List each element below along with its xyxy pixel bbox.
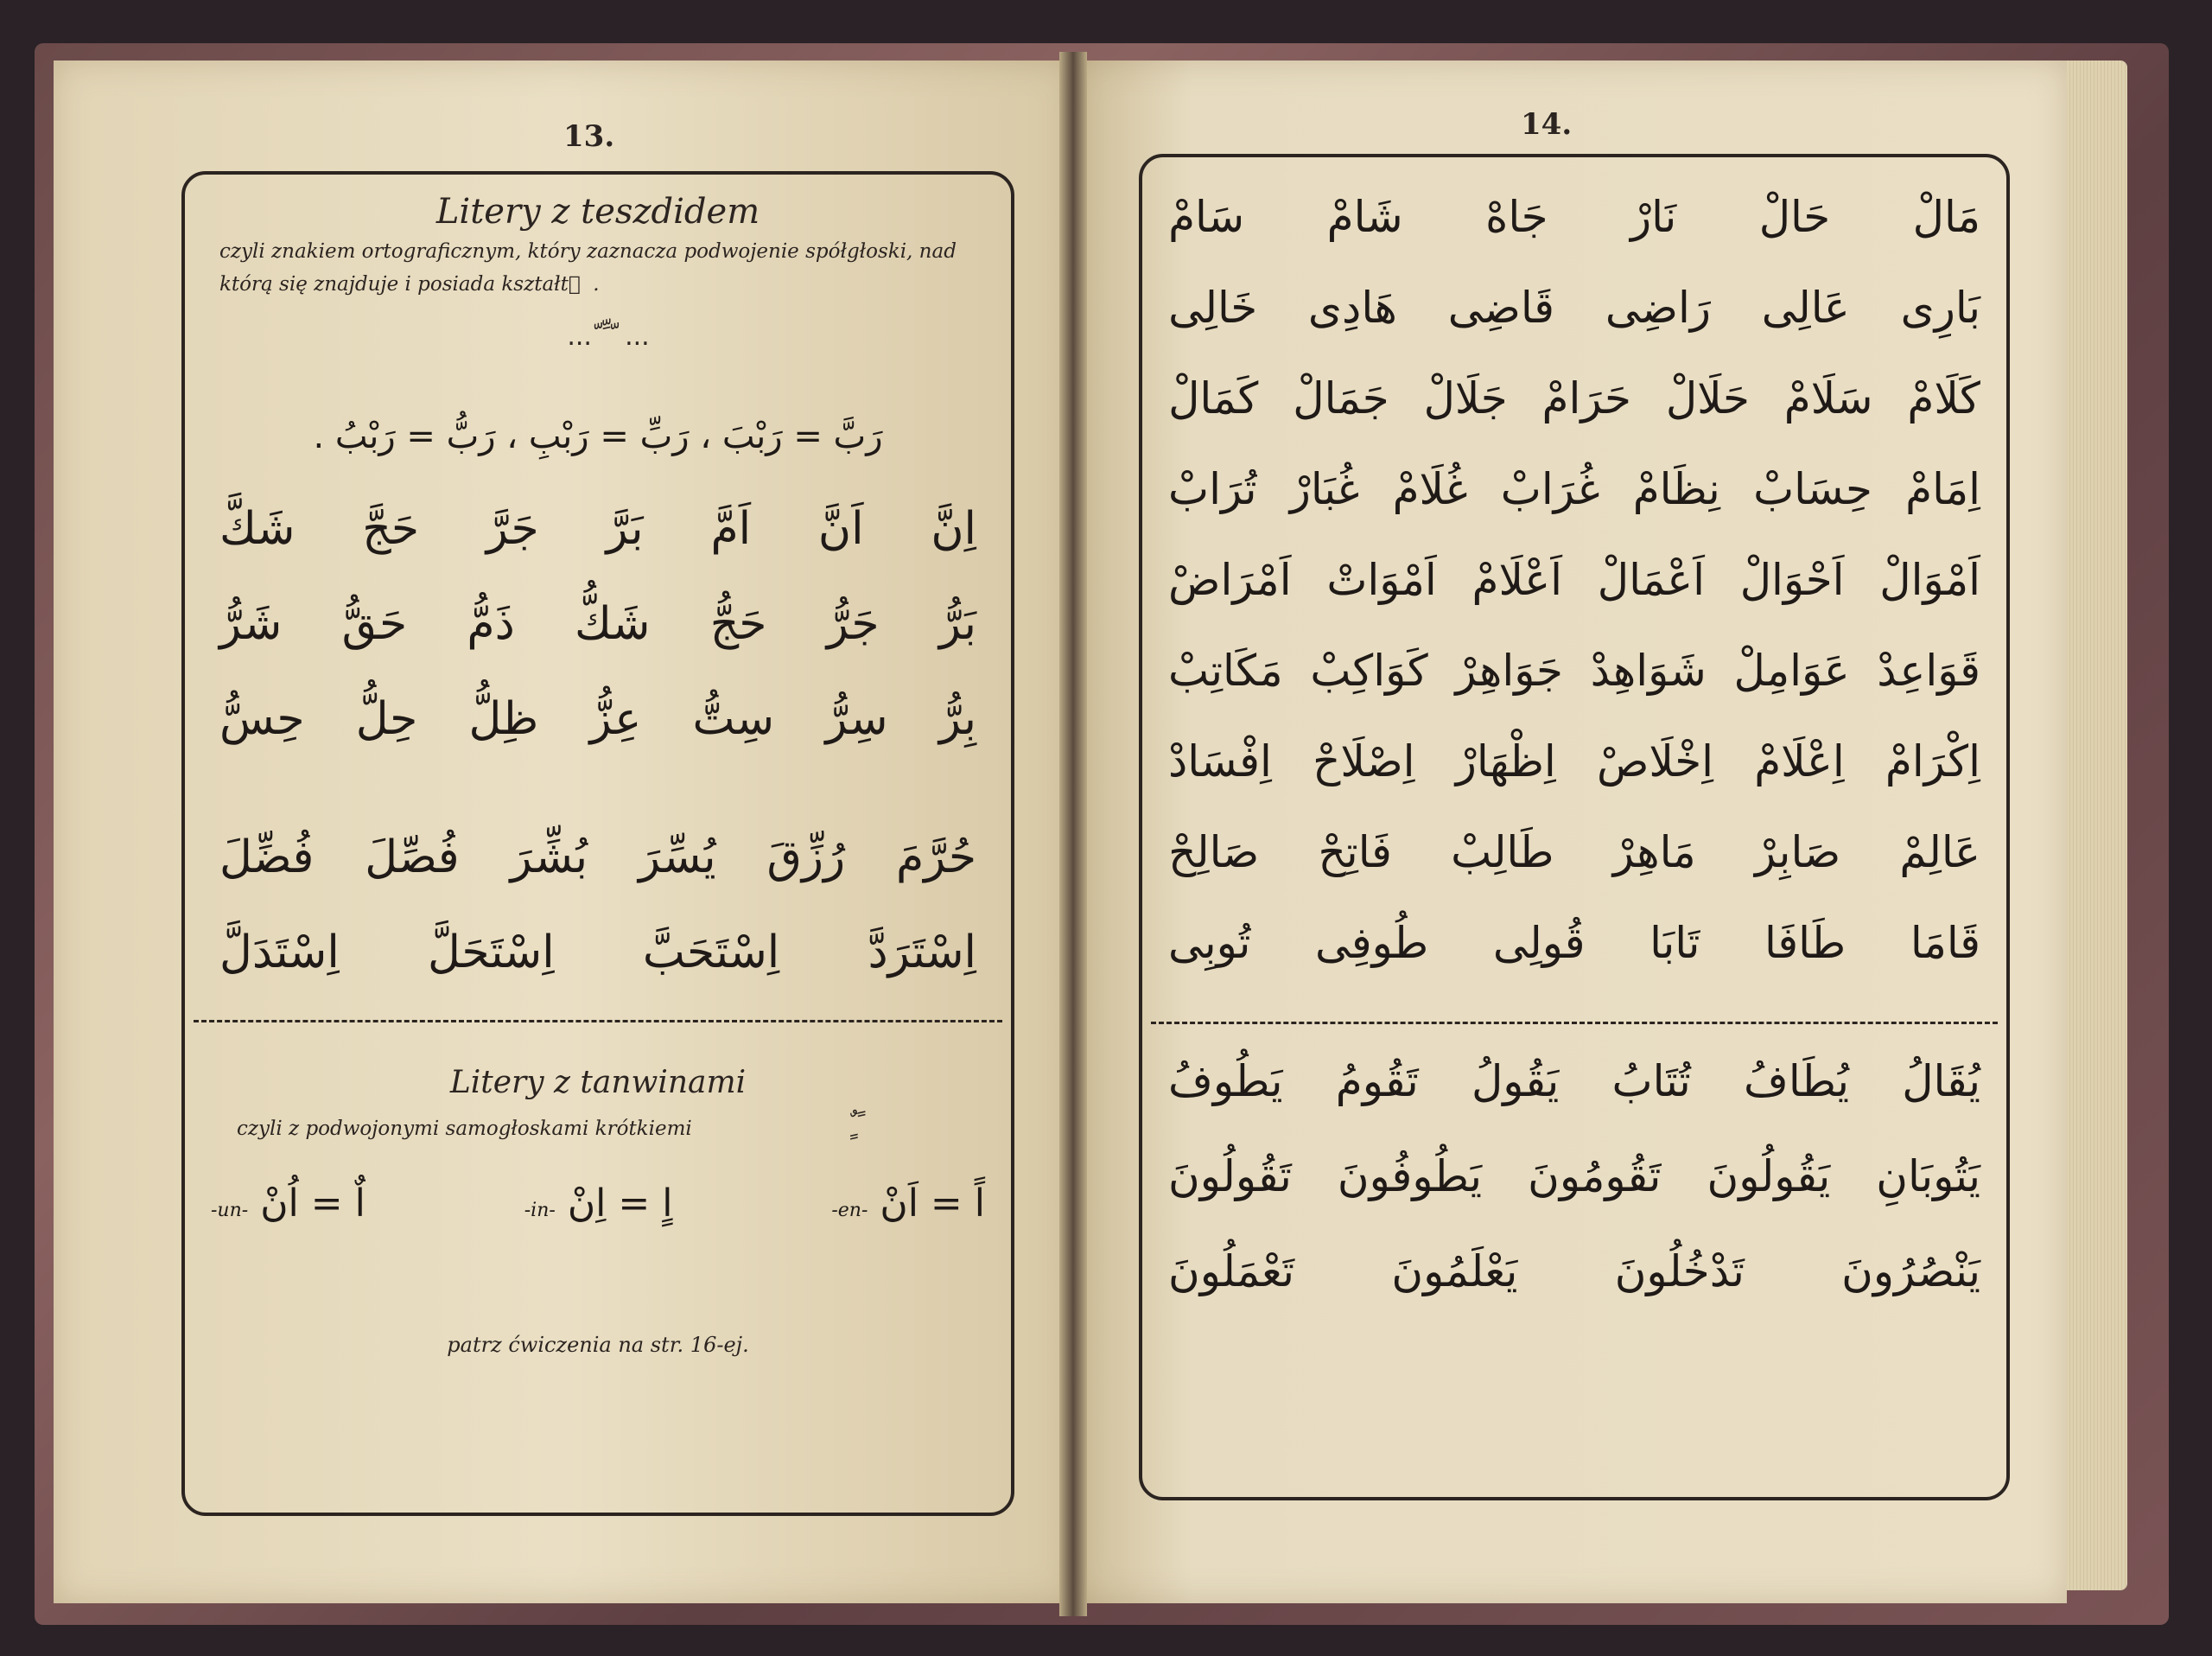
word: تُتَابُ: [1611, 1056, 1691, 1106]
tanwin-example-un: [211, 1181, 365, 1226]
word: كَوَاكِبْ: [1310, 646, 1428, 696]
word: اِصْلَاحْ: [1313, 736, 1415, 787]
word-row-9: [1168, 918, 1980, 968]
word-row-6: [1168, 646, 1980, 696]
word: تُوبِى: [1168, 918, 1251, 968]
book-gutter: [1059, 52, 1087, 1616]
shadda-row-2: [219, 598, 976, 650]
word: تَابَا: [1649, 918, 1700, 968]
word: نِظَامْ: [1632, 464, 1720, 514]
word: اَنَّ: [817, 503, 864, 555]
word: حَجُّ: [709, 598, 767, 650]
word: يَنْصُرُونَ: [1841, 1246, 1980, 1296]
word: جَلَالْ: [1423, 373, 1508, 424]
word: يَتُوبَانِ: [1876, 1151, 1980, 1201]
word: صَالِحْ: [1168, 827, 1260, 877]
word: قَامَا: [1910, 918, 1980, 968]
shadda-row-3: [219, 693, 976, 745]
word: يُقَالُ: [1902, 1056, 1980, 1106]
word: عِزُّ: [589, 693, 642, 745]
word: شَكَّ: [219, 503, 296, 555]
word: كَلَامْ: [1907, 373, 1980, 424]
word: حَالْ: [1758, 192, 1831, 242]
word-row-12: [1168, 1246, 1980, 1296]
shadda-row-5: [219, 927, 976, 978]
word: جَاهْ: [1485, 192, 1548, 242]
word: اَعْلَامْ: [1471, 555, 1563, 605]
word: عَالِمْ: [1899, 827, 1980, 877]
word: فَاتِحْ: [1318, 827, 1392, 877]
word: غُرَابْ: [1500, 464, 1600, 514]
word: بِرُّ: [938, 693, 976, 745]
word: اِسْتَحَبَّ: [642, 927, 780, 978]
tanwin-latin: -in-: [524, 1200, 556, 1221]
word: مَالْ: [1912, 192, 1980, 242]
word: اِنَّ: [931, 503, 976, 555]
word: شَامْ: [1326, 192, 1403, 242]
word-row-3: [1168, 373, 1980, 424]
word: ظِلُّ: [468, 693, 539, 745]
word: بَارِى: [1900, 283, 1980, 333]
left-page-number: 13.: [563, 119, 615, 154]
word-row-5: [1168, 555, 1980, 605]
word: يَطُوفُ: [1168, 1056, 1283, 1106]
word: اَمْوَالْ: [1879, 555, 1980, 605]
word: حِلُّ: [355, 693, 418, 745]
word: تَدْخُلُونَ: [1614, 1246, 1745, 1296]
word: سِرُّ: [825, 693, 888, 745]
word: مَاهِرْ: [1612, 827, 1696, 877]
tanwin-note: czyli z podwojonymi samogłoskami krótkiemi: [237, 1118, 692, 1140]
word: قَاضِى: [1447, 283, 1555, 333]
shadda-row-1: [219, 503, 976, 555]
word: اَمْرَاضْ: [1168, 555, 1292, 605]
word: حَجَّ: [362, 503, 419, 555]
word: غُبَارْ: [1289, 464, 1360, 514]
word: اِكْرَامْ: [1885, 736, 1980, 787]
word: تَعْمَلُونَ: [1168, 1246, 1295, 1296]
tanwin-example-en: [831, 1181, 985, 1226]
word: اِفْسَادْ: [1168, 736, 1272, 787]
section-divider: [1151, 1022, 1998, 1024]
word: شَكُّ: [575, 598, 651, 650]
word: اِمَامْ: [1905, 464, 1980, 514]
tanwin-arabic: اٌ = اُنْ: [260, 1181, 365, 1226]
word: اِسْتَرَدَّ: [868, 927, 976, 978]
word: بَرُّ: [938, 598, 976, 650]
word: اِظْهَارْ: [1455, 736, 1556, 787]
word: اَمْوَاتْ: [1326, 555, 1437, 605]
word: اَحْوَالْ: [1739, 555, 1845, 605]
word: طَالِبْ: [1451, 827, 1554, 877]
word: حَلَالْ: [1665, 373, 1750, 424]
word: غُلَامْ: [1392, 464, 1468, 514]
word: قُولِى: [1492, 918, 1586, 968]
tanwin-marks: ٌ ٍ ً: [850, 1109, 866, 1139]
word: مَكَاتِبْ: [1168, 646, 1283, 696]
right-lesson-frame: [1139, 154, 2010, 1500]
word: قَوَاعِدْ: [1877, 646, 1980, 696]
word: تَقُومُ: [1335, 1056, 1419, 1106]
word: حُرَّمَ: [895, 831, 976, 883]
word-row-11: [1168, 1151, 1980, 1201]
word-row-2: [1168, 283, 1980, 333]
word: اِسْتَحَلَّ: [428, 927, 555, 978]
word: بَرَّ: [606, 503, 644, 555]
word: خَالِى: [1168, 283, 1258, 333]
word: جَرُّ: [826, 598, 880, 650]
teszdid-title: Litery z teszdidem: [435, 192, 760, 232]
word: جَوَاهِرْ: [1455, 646, 1563, 696]
word: اَمَّ: [710, 503, 752, 555]
word: عَوَامِلْ: [1733, 646, 1850, 696]
word-row-7: [1168, 736, 1980, 787]
tanwin-latin: -en-: [831, 1200, 868, 1221]
rule-line-text: رَبَّ = رَبْبَ ، رَبِّ = رَبْبِ ، رَبُّ = رَبْبُ .: [313, 417, 883, 456]
word-row-1: [1168, 192, 1980, 242]
word-row-4: [1168, 464, 1980, 514]
word: ذَمُّ: [467, 598, 515, 650]
word: رُزِّقَ: [766, 831, 846, 883]
word: تُرَابْ: [1168, 464, 1257, 514]
word: سِتُّ: [692, 693, 775, 745]
word: عَالِى: [1761, 283, 1850, 333]
word: اَعْمَالْ: [1597, 555, 1705, 605]
word-row-8: [1168, 827, 1980, 877]
word-row-10: [1168, 1056, 1980, 1106]
word: يَعْلَمُونَ: [1391, 1246, 1518, 1296]
rule-line: [254, 417, 942, 456]
word: كَمَالْ: [1168, 373, 1259, 424]
word: اِسْتَدَلَّ: [219, 927, 340, 978]
word: حَقُّ: [341, 598, 408, 650]
word: اِعْلَامْ: [1754, 736, 1845, 787]
word: حِسَابْ: [1753, 464, 1872, 514]
teszdid-note: czyli znakiem ortograficznym, który zaznacza podwojenie spółgłoski, nad którą się znajduje i posiada kształt ّ .: [219, 240, 957, 296]
word: يَقُولُ: [1471, 1056, 1560, 1106]
tanwin-example-in: [524, 1181, 673, 1226]
word: يَقُولُونَ: [1707, 1151, 1831, 1201]
word: اِخْلَاصْ: [1596, 736, 1714, 787]
tanwin-latin: -un-: [211, 1200, 249, 1221]
word: نَارْ: [1630, 192, 1677, 242]
tanwin-title: Litery z tanwinami: [449, 1065, 747, 1100]
word: حِسُّ: [219, 693, 305, 745]
word: يُسِّرَ: [639, 831, 716, 883]
word: فُصِّلَ: [365, 831, 460, 883]
word: فُضِّلَ: [219, 831, 315, 883]
word: حَرَامْ: [1541, 373, 1631, 424]
shadda-row-4: [219, 831, 976, 883]
word: يُطَافُ: [1744, 1056, 1850, 1106]
word: شَرُّ: [219, 598, 283, 650]
page-edges: [2067, 61, 2127, 1590]
right-page-number: 14.: [1521, 107, 1573, 142]
word: يَطُوفُونَ: [1337, 1151, 1483, 1201]
word: جَرَّ: [486, 503, 539, 555]
tanwin-arabic: اً = اَنْ: [880, 1181, 985, 1226]
word: هَادِى: [1307, 283, 1397, 333]
word: سَلَامْ: [1783, 373, 1873, 424]
word: طُوفِى: [1315, 918, 1429, 968]
word: رَاضِى: [1605, 283, 1711, 333]
tanwin-examples: [211, 1181, 985, 1226]
section-divider: [194, 1020, 1002, 1022]
word: صَابِرْ: [1754, 827, 1841, 877]
word: تَقُومُونَ: [1528, 1151, 1662, 1201]
word: بُشِّرَ: [510, 831, 588, 883]
word: سَامْ: [1168, 192, 1245, 242]
tashdid-marks: ... ّ ِّ ّ ...: [567, 322, 650, 352]
tanwin-arabic: اٍ = اِنْ: [567, 1181, 673, 1226]
word: جَمَالْ: [1293, 373, 1389, 424]
exercise-footer: patrz ćwiczenia na str. 16-ej.: [447, 1333, 749, 1357]
word: شَوَاهِدْ: [1590, 646, 1707, 696]
left-lesson-frame: [181, 171, 1014, 1516]
word: تَقُولُونَ: [1168, 1151, 1292, 1201]
word: طَافَا: [1764, 918, 1847, 968]
